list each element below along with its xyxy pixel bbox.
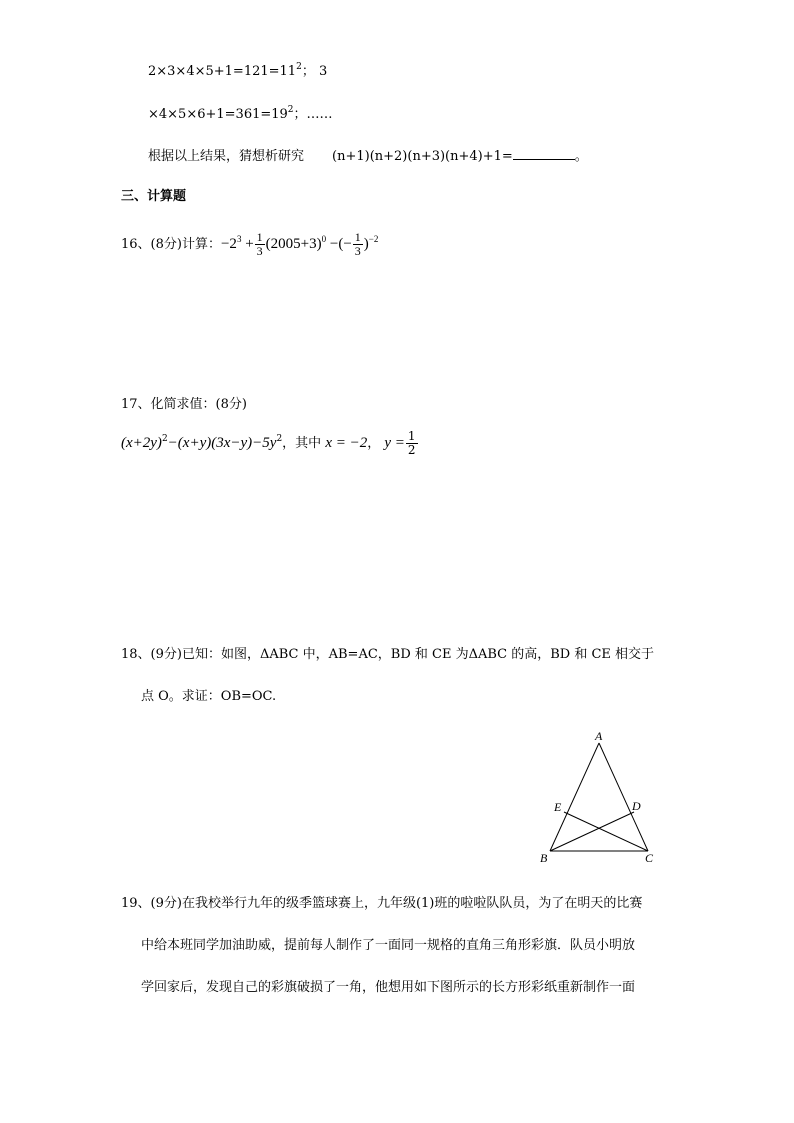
q17-expr-a-exp: 2	[161, 434, 168, 444]
q16-term-1-exp: 3	[236, 234, 242, 244]
q17-separator: ，	[367, 436, 381, 451]
question-19-line-3: 学回家后，发现自己的彩旗破损了一角，他想用如下图所示的长方形彩纸重新制作一面	[141, 980, 636, 995]
q17-y-fraction-den: 2	[407, 443, 416, 457]
q16-label: 16、(8分)计算：	[121, 237, 221, 252]
q17-y-fraction	[406, 430, 418, 457]
q16-term-2-exp: 0	[321, 234, 327, 244]
q16-plus: +	[245, 236, 254, 252]
question-19-line-1: 19、(9分)在我校举行九年的级季篮球赛上，九年级(1)班的啦啦队队员，为了在明天的比赛	[121, 896, 643, 911]
q17-y-fraction-num: 1	[407, 429, 416, 443]
series-line-2-exponent: 2	[287, 105, 294, 115]
label-c: C	[645, 851, 654, 865]
q16-formula	[220, 230, 379, 259]
guess-line	[148, 147, 588, 166]
q16-fraction-1-den: 3	[256, 244, 263, 259]
section-title: 三、计算题	[121, 189, 187, 204]
q17-expr-b: −(x+y)(3x−y)−5y	[167, 435, 277, 451]
label-b: B	[540, 851, 548, 865]
guess-prefix: 根据以上结果，猜想析研究	[148, 149, 305, 164]
q17-expr-b-exp: 2	[276, 434, 283, 444]
series-line-2-text: ×4×5×6+1=361=19	[148, 107, 288, 122]
guess-expression: (n+1)(n+2)(n+3)(n+4)+1=	[332, 149, 513, 164]
side-ac	[599, 743, 648, 851]
side-ab	[550, 743, 599, 851]
series-line-2	[148, 106, 333, 124]
segment-bd	[550, 812, 634, 851]
q16-fraction-2-den: 3	[354, 244, 361, 259]
q16-term-1: −2	[220, 236, 237, 252]
guess-end: 。	[574, 149, 588, 164]
q17-expr-a: (x+2y)	[121, 435, 162, 451]
label-a: A	[595, 729, 603, 743]
series-line-1-tail: ； 3	[301, 64, 328, 79]
question-17-formula	[121, 428, 419, 459]
q17-y-condition: y =	[384, 435, 405, 451]
q16-term-3-exp: −2	[368, 234, 379, 244]
segment-ce	[564, 812, 648, 851]
question-18-line-2: 点 O。求证：OB=OC.	[141, 689, 277, 704]
q17-x-condition: x = −2	[325, 435, 368, 451]
q16-fraction-1-num: 1	[256, 230, 263, 245]
triangle-figure	[530, 728, 670, 868]
series-line-1-text: 2×3×4×5+1=121=11	[148, 64, 297, 79]
label-d: D	[632, 799, 641, 813]
q16-term-3: )	[363, 236, 369, 252]
question-18-line-1: 18、(9分)已知：如图，ΔABC 中，AB=AC，BD 和 CE 为ΔABC 的高，BD 和 CE 相交于	[121, 647, 655, 662]
answer-blank[interactable]	[513, 147, 575, 160]
q16-fraction-2	[353, 231, 363, 258]
q16-minus: −(−	[329, 236, 352, 252]
question-16	[121, 229, 378, 260]
q16-fraction-1	[255, 231, 265, 258]
series-line-2-tail: ；……	[293, 107, 333, 122]
series-line-1	[148, 63, 327, 81]
label-e: E	[554, 800, 562, 814]
question-19-line-2: 中给本班同学加油助威，提前每人制作了一面同一规格的直角三角形彩旗．队员小明放	[141, 938, 636, 953]
q16-term-2: (2005+3)	[265, 236, 322, 252]
q16-fraction-2-num: 1	[354, 230, 361, 245]
series-line-1-exponent: 2	[296, 62, 302, 72]
question-17-label: 17、化简求值：(8分)	[121, 397, 247, 412]
q17-where: ，其中	[282, 436, 322, 451]
